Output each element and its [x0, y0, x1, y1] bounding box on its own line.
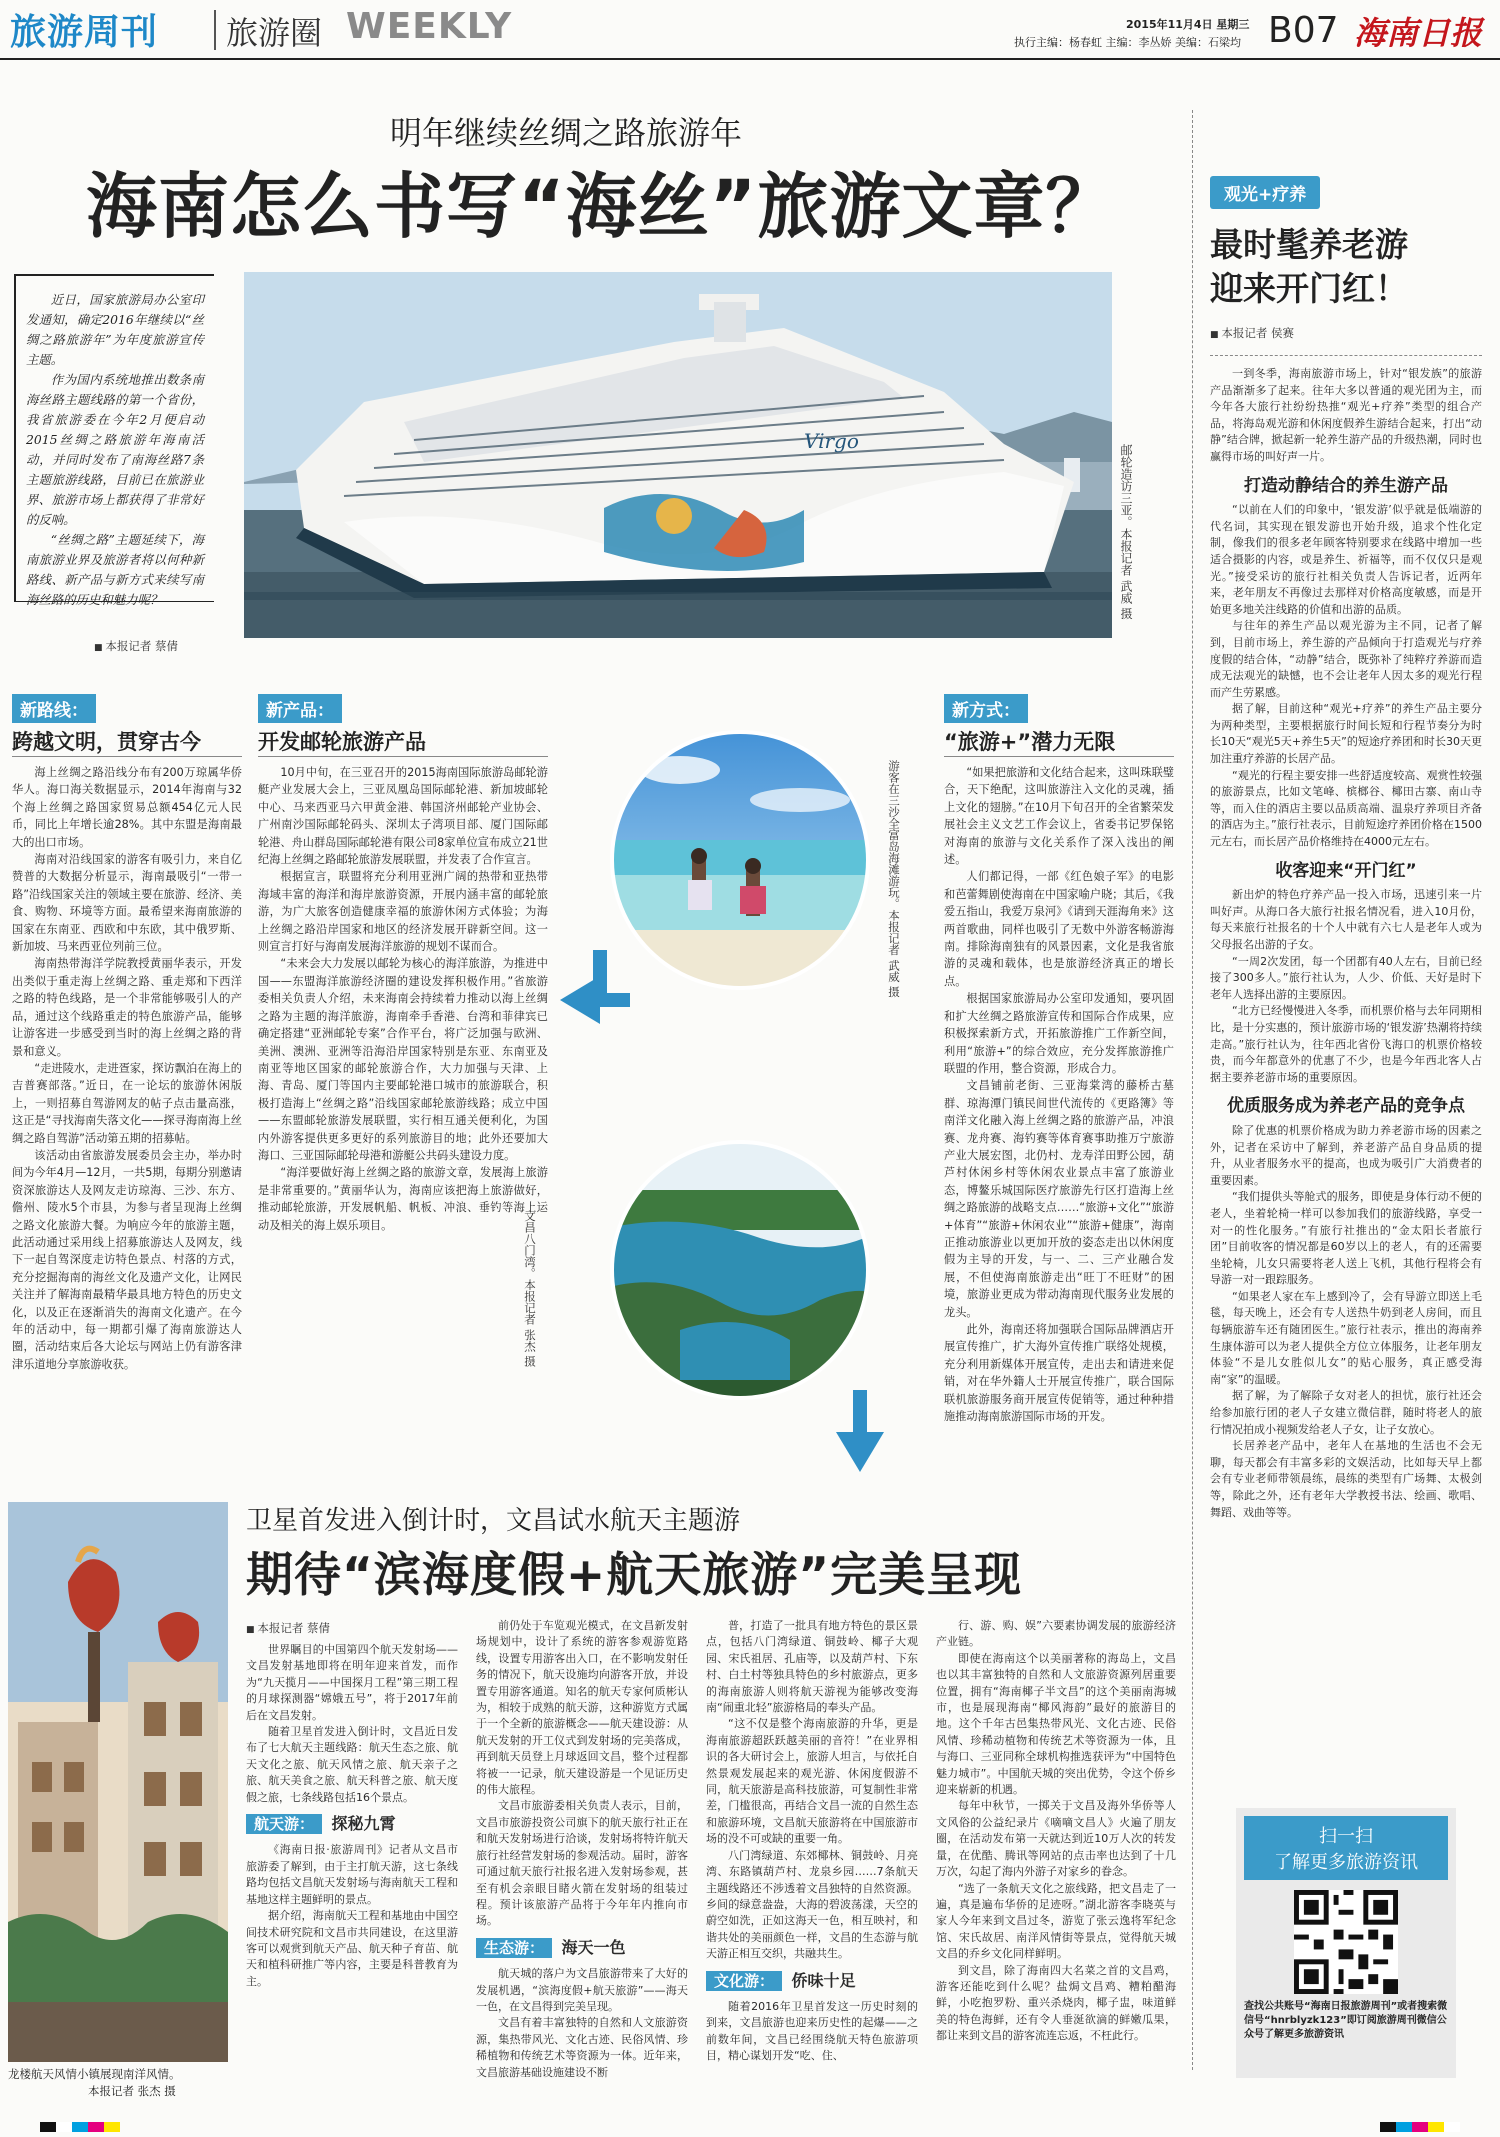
bottom-col1-tag: 航天游： — [246, 1814, 322, 1834]
bottom-col2-kicker — [476, 1938, 688, 1958]
photo-circles — [560, 690, 920, 1480]
col1-para: 海南对沿线国家的游客有吸引力，来自亿赞普的大数据分析显示，海南最吸引“一带一路”沿线国家关注的领域主要在旅游、经济、美食、购物、环境等方面。最希望来海南旅游的国家在东南亚、西欧和中东欧，其中俄罗斯、新加坡、马来西亚位列前三位。 — [12, 853, 242, 954]
reg-swatch — [40, 2122, 56, 2132]
bottom-col3-para: 随着2016年卫星首发这一历史时刻的到来，文昌旅游也迎来历史性的起爆——之前数年间，文昌已经围绕航天特色旅游项目，精心谋划开发“吃、住、 — [706, 1999, 918, 2063]
qr-title-line1: 扫一扫 — [1319, 1826, 1373, 1847]
sidebar-para: “北方已经慢慢进入冬季，而机票价格与去年同期相比，是十分实惠的，预计旅游市场的‘银发游’热潮将持续走高。”旅行社认为，往年西北省份飞海口的机票价格较贵，而今年都意外的优惠了不少，也是今年西北客人占据主要养老游市场的重要原因。 — [1210, 1004, 1482, 1084]
bottom-col3-para: 八门湾绿道、东郊椰林、铜鼓岭、月亮湾、东路镇葫芦村、龙泉乡园……7条航天主题线路还不涉透着文昌独特的自然资源。乡间的绿意盎盎，大海的碧波荡漾，天空的蔚空如洗，正如这海天一色，相互映衬，和谐共处的美丽颜色一样，文昌的生态游与航天游正相互交织，共融共生。 — [706, 1848, 918, 1961]
col3-para: “如果把旅游和文化结合起来，这叫珠联璧合，天下绝配，这叫旅游注入文化的灵魂，插上文化的翅膀。”在10月下旬召开的全省繁荣发展社会主义文艺工作会议上，省委书记罗保铭对海南的旅游与文化关系作了深入浅出的阐述。 — [944, 766, 1174, 867]
spacetown-photo — [8, 1502, 228, 2062]
masthead-divider — [214, 10, 216, 50]
bottom-col1-kicker — [246, 1814, 458, 1834]
intro-text — [26, 290, 204, 610]
col3-rule — [944, 756, 1174, 757]
bottom-reporter: ■ 本报记者 蔡倩 — [246, 1620, 330, 1636]
sidebar-para: “我们提供头等舱式的服务，即使是身体行动不便的老人，坐着轮椅一样可以参加我们的旅游线路，享受一对一的性化服务。”有旅行社推出的“金太阳长者旅行团”目前收客的情况都是60岁以上的老人，有的还需要坐轮椅，儿女只需要将老人送上飞机，其他行程将会有导游一对一跟踪服务。 — [1210, 1190, 1482, 1287]
col3-para: 根据国家旅游局办公室印发通知，要巩固和扩大丝绸之路旅游宣传和国际合作成果，应积极探索新方式，开拓旅游推广工作新空间，利用“旅游+”的综合效应，充分发挥旅游推广联盟的作用，整合资源，形成合力。 — [944, 992, 1174, 1075]
ship-photo-caption: 邮轮造访三亚。本报记者 武威 摄 — [1119, 444, 1133, 620]
sidebar-pill: 观光+疗养 — [1210, 176, 1320, 209]
weekly-label: WEEKLY — [346, 6, 513, 47]
qr-title-line2: 了解更多旅游资讯 — [1274, 1852, 1418, 1873]
bottom-col2-para: 文昌市旅游委相关负责人表示，目前，文昌市旅游投资公司旗下的航天旅行社正在和航天发射场进行洽谈，发射场将特许航天旅行社经营发射场的参观活动。届时，游客可通过航天旅行社报名进入发射场参观，甚至有机会亲眼目睹火箭在发射场的组装过程。预计该旅游产品将于今年年内推向市场。 — [476, 1799, 688, 1928]
lead-reporter: ■ 本报记者 蔡倩 — [94, 638, 178, 654]
col2-body — [258, 764, 548, 1454]
bottom-col1-para: 随着卫星首发进入倒计时，文昌近日发布了七大航天主题线路：航天生态之旅、航天文化之旅、航天风情之旅、航天亲子之旅、航天美食之旅、航天科普之旅、航天度假之旅，七条线路包括16个景点。 — [246, 1725, 458, 1804]
sidebar-para: “一周2次发团，每一个团都有40人左右，目前已经接了300多人。”旅行社认为，人少、价低、天好是时下老年人选择出游的主要原因。 — [1210, 954, 1482, 1001]
masthead-rule — [0, 58, 1500, 60]
bottom-col4-para: 即使在海南这个以美丽著称的海岛上，文昌也以其丰富独特的自然和人文旅游资源列居重要位置，拥有“海南椰子半文昌”的这个美丽南海城市，也是展现海南“椰风海韵”最好的旅游目的地。这个千年古邑集热带风光、文化古迹、民俗风情、珍稀动植物和传统艺术等资源为一体，且与海口、三亚同称全球机构推选获评为“中国特色魅力城市”。中国航天城的突出优势，令这个侨乡迎来崭新的机遇。 — [936, 1651, 1176, 1797]
qr-code-icon[interactable] — [1294, 1890, 1398, 1994]
beach-photo — [600, 720, 880, 1020]
bottom-col2-para: 前仍处于车览观光模式，在文昌新发射场规划中，设计了系统的游客参观游览路线，设置专用游客出入口，在不影响发射任务的情况下，航天设施均向游客开放，并设置专用游客通道。知名的航天专家何质彬认为，相较于成熟的航天游，这种游览方式属于一个全新的旅游概念——航天建设游：从航天发射的开工仪式到发射场的完美落成，再到航天员登上月球返回文昌，整个过程都将被一一记录，航天建设游是一个见证历史的伟大旅程。 — [476, 1619, 688, 1797]
bottom-col2-para: 文昌有着丰富独特的自然和人文旅游资源，集热带风光、文化古迹、民俗风情、珍稀植物和传统艺术等资源为一体。近年来，文昌旅游基础设施建设不断 — [476, 2016, 688, 2079]
bottom-col4-para: 行、游、购、娱”六要素协调发展的旅游经济产业链。 — [936, 1619, 1176, 1649]
bottom-overline: 卫星首发进入倒计时，文昌试水航天主题游 — [246, 1506, 741, 1536]
bottom-col2-para: 航天城的落户为文昌旅游带来了大好的发展机遇，“滨海度假+航天旅游”——海天一色，在文昌得到完美呈现。 — [476, 1967, 688, 2013]
sidebar-para: 除了优惠的机票价格成为助力养老游市场的因素之外，记者在采访中了解到，养老游产品自身品质的提升，从业者服务水平的提高，也成为吸引广大消费者的重要因素。 — [1210, 1123, 1482, 1187]
masthead — [0, 0, 1500, 60]
bottom-col2-tag: 生态游： — [476, 1938, 552, 1958]
sidebar — [1210, 176, 1482, 1770]
spacetown-caption-1: 龙楼航天风情小镇展现南洋风情。 — [8, 2067, 181, 2081]
bottom-col3-para: “这不仅是整个海南旅游的升华，更是海南旅游超跃跃越美丽的音符！”在业界相识的各大研讨会上，旅游人坦言，与依托自然景观发展起来的观光游、休闲度假游不同，航天旅游是高科技旅游，可复制性非常差，门槛很高，再结合文昌一流的自然生态和旅游环境，文昌航天旅游将在中国旅游市场的没不可或缺的重要一角。 — [706, 1717, 918, 1846]
col1-tag: 新路线： — [12, 694, 96, 723]
page-number: B07 — [1268, 10, 1339, 51]
bottom-col1-para: 世界瞩目的中国第四个航天发射场——文昌发射基地即将在明年迎来首发，而作为“九天揽月——中国探月工程”第三期工程的月球探测器“嫦娥五号”，将于2017年前后在文昌发射。 — [246, 1643, 458, 1722]
reg-swatch — [72, 2122, 88, 2132]
col2-tag: 新产品： — [258, 694, 342, 723]
reg-swatch — [1428, 2122, 1444, 2132]
sidebar-para: 新出炉的特色疗养产品一投入市场，迅速引来一片叫好声。从海口各大旅行社报名情况看，进入10月份，每天来旅行社报名的十个人中就有六七人是老年人或为父母报名出游的子女。 — [1210, 888, 1482, 951]
sidebar-para: 长居养老产品中，老年人在基地的生活也不会无聊，每天都会有丰富多彩的文娱活动，比如每天早上都会有专业老师带领晨练，晨练的类型有广场舞、太极剑等，除此之外，还有老年大学教授书法、绘画、歌唱、舞蹈、戏曲等等。 — [1210, 1439, 1482, 1519]
paper-logo: 海南日报 — [1354, 14, 1483, 52]
col2-title: 开发邮轮旅游产品 — [258, 730, 426, 754]
col2-rule — [258, 756, 548, 757]
intro-para: 近日，国家旅游局办公室印发通知，确定2016年继续以“丝绸之路旅游年”为年度旅游宣传主题。 — [26, 292, 204, 367]
reg-swatch — [104, 2122, 120, 2132]
spacetown-illustration — [8, 1502, 228, 2062]
bottom-col3-para: 普，打造了一批具有地方特色的景区景点，包括八门湾绿道、铜鼓岭、椰子大观园、宋氏祖居、孔庙等，以及葫芦村、下东村、白土村等独具特色的乡村旅游点，更多的海南旅游人则将航天游视为能够改变海南“闹重北轻”旅游格局的奉头产品。 — [706, 1619, 918, 1715]
col1-para: “走进陵水，走进疍家，探访飘泊在海上的吉普赛部落。”近日，在一论坛的旅游休闲版上，一则招募自驾游网友的帖子点击量高涨，这正是“寻找海南失落文化——探寻海南海上丝绸之路自驾游”活动第五期的招募帖。 — [12, 1061, 242, 1145]
spacetown-photo-caption — [8, 2066, 228, 2100]
bottom-col1-para: 《海南日报·旅游周刊》记者从文昌市旅游委了解到，由于主打航天游，这七条线路均包括文昌航天发射场与海南航天工程和基地这样主题鲜明的景点。 — [246, 1843, 458, 1906]
col3-para: 此外，海南还将加强联合国际品牌酒店开展宣传推广，扩大海外宣传推广联络处规模，充分利用新媒体开展宣传，走出去和请进来促销，对在华外籍人士开展宣传推广，联合国际联机旅游服务商开展宣传促销等，通过种种措施推动海南旅游国际市场的开发。 — [944, 1323, 1174, 1424]
reg-swatch — [1396, 2122, 1412, 2132]
cruise-ship-photo — [244, 272, 1112, 638]
col2-para: 10月中旬，在三亚召开的2015海南国际旅游岛邮轮游艇产业发展大会上，三亚凤凰岛国际邮轮港、新加坡邮轮中心、马来西亚马六甲黄金港、韩国济州邮轮产业协会、广州南沙国际邮轮码头、深圳太子湾项目部、厦门国际邮轮港、舟山群岛国际邮轮港有限公司8家单位宣布成立21世纪海上丝绸之路邮轮旅游发展联盟，并发表了合作宣言。 — [258, 766, 548, 867]
bottom-col3-tag: 文化游： — [706, 1971, 782, 1991]
sidebar-heading-1: 打造动静结合的养生游产品 — [1244, 475, 1448, 496]
qr-title — [1244, 1816, 1448, 1880]
mangrove-photo — [600, 1130, 880, 1420]
col1-para: 该活动由省旅游发展委员会主办，举办时间为今年4月—12月，一共5期，每期分别邀请资深旅游达人及网友走访琼海、三沙、东方、儋州、陵水5个市县，为参与者呈现海上丝绸之路文化旅游大餐。为响应今年的旅游主题，此活动通过采用线上招募旅游达人及网友，线下一起自驾深度走访特色景点、村落的方式，充分挖掘海南的海丝文化及遗产文化，让网民关注并了解海南最精华最具地方特色的历史文化，以及正在逐渐消失的海南文化遗产。在今年的活动中，每一期都引爆了海南旅游达人圈，活动结束后各大论坛与网站上仍有游客津津乐道地分享旅游收获。 — [12, 1148, 242, 1371]
col3-tag: 新方式： — [944, 694, 1028, 723]
sidebar-para: “观光的行程主要安排一些舒适度较高、观赏性较强的旅游景点，比如文笔峰、槟榔谷、椰田古寨、南山寺等，而入住的酒店主要以品质高端、温泉疗养项目齐备的酒店为主。”旅行社表示，目前短途疗养团价格在1500元左右，而长居产品价格维持在4000元左右。 — [1210, 768, 1482, 849]
sidebar-heading-3: 优质服务成为养老产品的竞争点 — [1227, 1096, 1465, 1117]
intro-para: “丝绸之路”主题延续下，海南旅游业界及旅游者将以何种新路线、新产品与新方式来续写南海丝路的历史和魅力呢？ — [26, 532, 204, 607]
col1-body — [12, 764, 242, 1454]
mangrove-photo-caption: 文昌八门湾。本报记者 张杰 摄 — [523, 1210, 537, 1367]
qr-caption: 查找公共账号“海南日报旅游周刊”或者搜索微信号“hnrblyzk123”即订阅旅游周刊微信公众号了解更多旅游资讯 — [1244, 2001, 1448, 2040]
cruise-ship-illustration — [244, 272, 1112, 638]
registration-bar-right — [1380, 2122, 1460, 2132]
bottom-col4-para: 每年中秋节，一掷关于文昌及海外华侨等人文风俗的公益纪录片《嘀嘀文昌人》火遍了朋友圈，在活动发布第一天就达到近10万人次的转发量，在优酷、腾讯等网站的点击率也达到了十几万次，勾起了海内外游子对家乡的眷念。 — [936, 1799, 1176, 1879]
col1-para: 海上丝绸之路沿线分布有200万琼属华侨华人。海口海关数据显示，2014年海南与32个海上丝绸之路国家贸易总额454亿元人民币，同比上年增长逾28%。其中东盟是海南最大的出口市场。 — [12, 766, 242, 849]
sidebar-para: “以前在人们的印象中，‘银发游’似乎就是低端游的代名词，其实现在银发游也开始升级，追求个性化定制，像我们的很多老年顾客特别要求在线路中增加一些适合摄影的内容，或是养生、祈福等，而不仅仅只是观光。”接受采访的旅行社相关负责人告诉记者，近两年来，老年朋友不再像过去那样对价格高度敏感，而是开始更多地关注线路的价值和出游的品质。 — [1210, 503, 1482, 616]
editors: 执行主编：杨春虹 主编：李丛娇 美编：石梁均 — [1014, 36, 1241, 49]
bottom-col3 — [706, 1618, 918, 2132]
beach-photo-caption: 游客在三沙全富岛海滩游玩。本报记者 武威 摄 — [887, 760, 901, 998]
col3-kicker — [944, 694, 1174, 723]
bottom-col1-tag-title: 探秘九霄 — [331, 1814, 396, 1834]
bottom-col1 — [246, 1642, 458, 2132]
sidebar-headline: 最时髦养老游迎来开门红！ — [1210, 225, 1408, 308]
intro-para: 作为国内系统地推出数条南海丝路主题线路的第一个省份，我省旅游委在今年2月便启动2015丝绸之路旅游年海南活动，并同时发布了南海丝路7条主题旅游线路，目前已在旅游业界、旅游市场上都获得了非常好的反响。 — [26, 372, 204, 527]
bottom-headline: 期待“滨海度假+航天旅游”完美呈现 — [246, 1548, 1023, 1603]
qr-block — [1236, 1808, 1456, 2078]
reg-swatch — [56, 2122, 72, 2132]
col1-rule — [12, 756, 242, 757]
intro-box — [14, 274, 214, 607]
sidebar-para: “如果老人家在车上感到冷了，会有导游立即送上毛毯，每天晚上，还会有专人送热牛奶到老人房间，而且每辆旅游车还有随团医生。”旅行社表示，推出的海南养生康体游可以为老人提供全方位立体服务，让老年朋友体验“不是儿女胜似儿女”的贴心服务，真正感受海南“家”的温暖。 — [1210, 1289, 1482, 1386]
bottom-col4-para: 到文昌，除了海南四大名菜之首的文昌鸡，游客还能吃到什么呢？盐焗文昌鸡、糟粕醋海鲜，小吃抱罗粉、重兴杀烧肉，椰子盅，味道鲜美的特色海鲜，还有令人垂涎欲滴的鲜嫩瓜果，都让来到文昌的游客流连忘返，不枉此行。 — [936, 1963, 1176, 2043]
lead-overline: 明年继续丝绸之路旅游年 — [390, 114, 743, 152]
reg-swatch — [1412, 2122, 1428, 2132]
sidebar-para: 据了解，为了解除子女对老人的担忧，旅行社还会给参加旅行团的老人子女建立微信群，随时将老人的旅行情况拍成小视频发给老人子女，让子女放心。 — [1210, 1389, 1482, 1436]
bottom-col2-tag-title: 海天一色 — [561, 1937, 626, 1957]
spacetown-caption-2: 本报记者 张杰 摄 — [88, 2084, 176, 2098]
col1-title: 跨越文明，贯穿古今 — [12, 730, 201, 754]
reg-swatch — [1380, 2122, 1396, 2132]
sidebar-para: 与往年的养生产品以观光游为主不同，记者了解到，目前市场上，养生游的产品倾向于打造观光与疗养度假的结合体，“动静”结合，既弥补了纯粹疗养游而造成无法观光的缺憾，也不会让老年人因太多的观光行程而产生劳累感。 — [1210, 619, 1482, 699]
bottom-col1-para: 据介绍，海南航天工程和基地由中国空间技术研究院和文昌市共同建设，在这里游客可以观赏到航天产品、航天种子育苗、航天和植科研推广等内容，主要是科普教育为主。 — [246, 1909, 458, 1988]
col2-para: “未来会大力发展以邮轮为核心的海洋旅游，为推进中国——东盟海洋旅游经济圈的建设发挥积极作用。”省旅游委相关负责人介绍，未来海南会持续着力推动以海上丝绸之路为主题的海洋旅游，海南牵手香港、台湾和菲律宾已确定搭建“亚洲邮轮专案”合作平台，将广泛加强与欧洲、美洲、澳洲、亚洲等沿海沿岸国家特别是东亚、东南亚及南亚等地区国家的邮轮旅游合作，大力加强与天津、上海、青岛、厦门等国内主要邮轮港口城市的旅游联合，积极打造海上“丝绸之路”沿线国家邮轮旅游线路；成立中国——东盟邮轮旅游发展联盟，实行相互通关便利化，为国内外游客提供更多更好的系列旅游目的地；此外还要加大海口、三亚国际邮轮母港和游艇公共码头建设力度。 — [258, 957, 548, 1162]
ship-name-text: Virgo — [804, 429, 859, 453]
col2-kicker — [258, 694, 548, 723]
bottom-col3-tag-title: 侨味十足 — [791, 1970, 856, 1990]
sidebar-para: 据了解，目前这种“观光+疗养”的养生产品主要分为两种类型，主要根据旅行时间长短和行程节奏分为时长10天“观光5天+养生5天”的短途疗养团和时长30天更加注重疗养游的长居产品。 — [1210, 702, 1482, 766]
registration-bar-left — [40, 2122, 120, 2132]
sidebar-divider — [1192, 110, 1193, 2070]
sidebar-body — [1210, 366, 1482, 1770]
reg-swatch — [88, 2122, 104, 2132]
brand: 旅游周刊 — [10, 12, 159, 53]
lead-headline: 海南怎么书写“海丝”旅游文章？ — [86, 165, 1118, 248]
col1-kicker — [12, 694, 242, 723]
col1-para: 海南热带海洋学院教授黄丽华表示，开发出类似于重走海上丝绸之路、重走郑和下西洋之路的特色线路，是一个非常能够吸引人的产品，通过这个线路重走的特色旅游产品，能够让游客进一步感受到当时的海上丝绸之路的背景和意义。 — [12, 957, 242, 1058]
col3-para: 文昌铺前老街、三亚海棠湾的藤桥古墓群、琼海潭门镇民间世代流传的《更路簿》等南洋文化融入海上丝绸之路的旅游产品，冲浪赛、龙舟赛、海钓赛等体育赛事助推万宁旅游产业大展宏图，北仍村、龙寿洋田野公园，葫芦村休闲乡村等休闲农业景点丰富了旅游业态，博鳌乐城国际医疗旅游先行区打造海上丝绸之路旅游的战略支点……“旅游+文化”“旅游+体育”“旅游+休闲农业”“旅游+健康”，海南正推动旅游业以更加开放的姿态走出以休闲度假为主导的开发，与一、二、三产业融合发展，不但使海南旅游走出“旺丁不旺财”的困境，旅游业更成为带动海南现代服务业发展的龙头。 — [944, 1079, 1174, 1319]
bottom-col3-kicker — [706, 1971, 918, 1991]
col3-body — [944, 764, 1174, 1454]
col3-para: 人们都记得，一部《红色娘子军》的电影和芭蕾舞剧使海南在中国家喻户晓；其后，《我爱五指山，我爱万泉河》《请到天涯海角来》这两首歌曲，同样也吸引了无数中外游客畅游海南。排除海南独有的风景因素，文化是我省旅游的灵魂和载体，也是旅游经济真正的增长点。 — [944, 870, 1174, 988]
issue-date: 2015年11月4日 星期三 — [1126, 18, 1250, 31]
sidebar-reporter: ■ 本报记者 侯赛 — [1210, 325, 1482, 341]
sidebar-intro: 一到冬季，海南旅游市场上，针对“银发族”的旅游产品渐渐多了起来。往年大多以普通的观光团为主，而今年各大旅行社纷纷热推“观光+疗养”类型的组合产品，将海岛观光游和休闲度假养生游结合起来，打出“动静”结合牌，掀起新一轮养生游产品的升级热潮，同时也赢得市场的叫好声一片。 — [1210, 367, 1482, 463]
bottom-col4-para: “选了一条航天文化之旅线路，把文昌走了一遍，真是遍布华侨的足迹呀。”湖北游客李晓英与家人今年来到文昌过冬，游览了张云逸将军纪念馆、宋氏故居、南洋风情街等景点，觉得航天城文昌的乔乡文化同样鲜明。 — [936, 1881, 1176, 1961]
bottom-col2 — [476, 1618, 688, 2132]
sidebar-rule — [1210, 355, 1482, 356]
sidebar-heading-2: 收客迎来“开门红” — [1275, 860, 1417, 881]
reg-swatch — [1444, 2122, 1460, 2132]
col2-para: “海洋要做好海上丝绸之路的旅游文章，发展海上旅游是非常重要的。”黄丽华认为，海南应该把海上旅游做好，推动邮轮旅游，开发展帆船、帆板、冲浪、垂钓等海上运动及相关的海上娱乐项目。 — [258, 1166, 548, 1232]
section-name: 旅游圈 — [226, 14, 323, 52]
col2-para: 根据宣言，联盟将充分利用亚洲广阔的热带和亚热带海域丰富的海洋和海岸旅游资源，开展内涵丰富的邮轮旅游，为广大旅客创造健康幸福的旅游休闲方式体验；为海上丝绸之路沿岸国家和地区的经济发展开辟新空间。这一则宣言打好与海南发展海洋旅游的规划不谋而合。 — [258, 870, 548, 954]
bottom-col4 — [936, 1618, 1176, 2132]
col3-title: “旅游+”潜力无限 — [944, 730, 1116, 754]
